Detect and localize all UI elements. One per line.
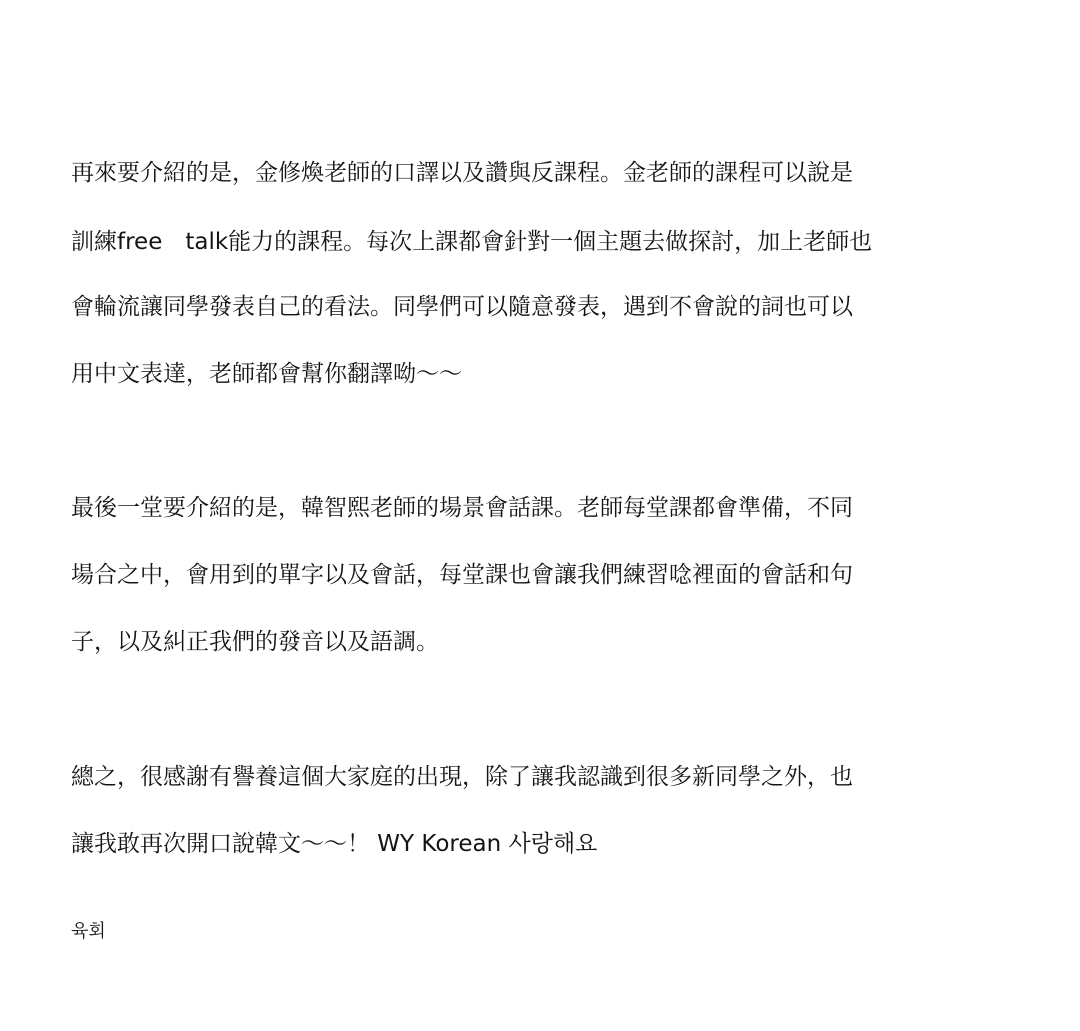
text-line: 子，以及糾正我們的發音以及語調。 [71, 629, 439, 655]
text-line: 讓我敢再次開口說韓文～～！ WY Korean 사랑해요 [71, 831, 598, 857]
text-line: 再來要介紹的是，金修煥老師的口譯以及讚與反課程。金老師的課程可以說是 [71, 160, 853, 186]
text-line: 用中文表達，老師都會幫你翻譯呦～～ [71, 361, 462, 387]
text-line: 訓練free talk能力的課程。每次上課都會針對一個主題去做探討，加上老師也 [71, 229, 873, 255]
text-line: 會輪流讓同學發表自己的看法。同學們可以隨意發表，遇到不會說的詞也可以 [71, 294, 853, 320]
text-line: 最後一堂要介紹的是，韓智熙老師的場景會話課。老師每堂課都會準備，不同 [71, 495, 853, 521]
text-line: 場合之中，會用到的單字以及會話，每堂課也會讓我們練習唸裡面的會話和句 [71, 562, 853, 588]
text-line: 總之，很感謝有譽養這個大家庭的出現，除了讓我認識到很多新同學之外，也 [71, 764, 853, 790]
signature: 육회 [71, 921, 106, 942]
